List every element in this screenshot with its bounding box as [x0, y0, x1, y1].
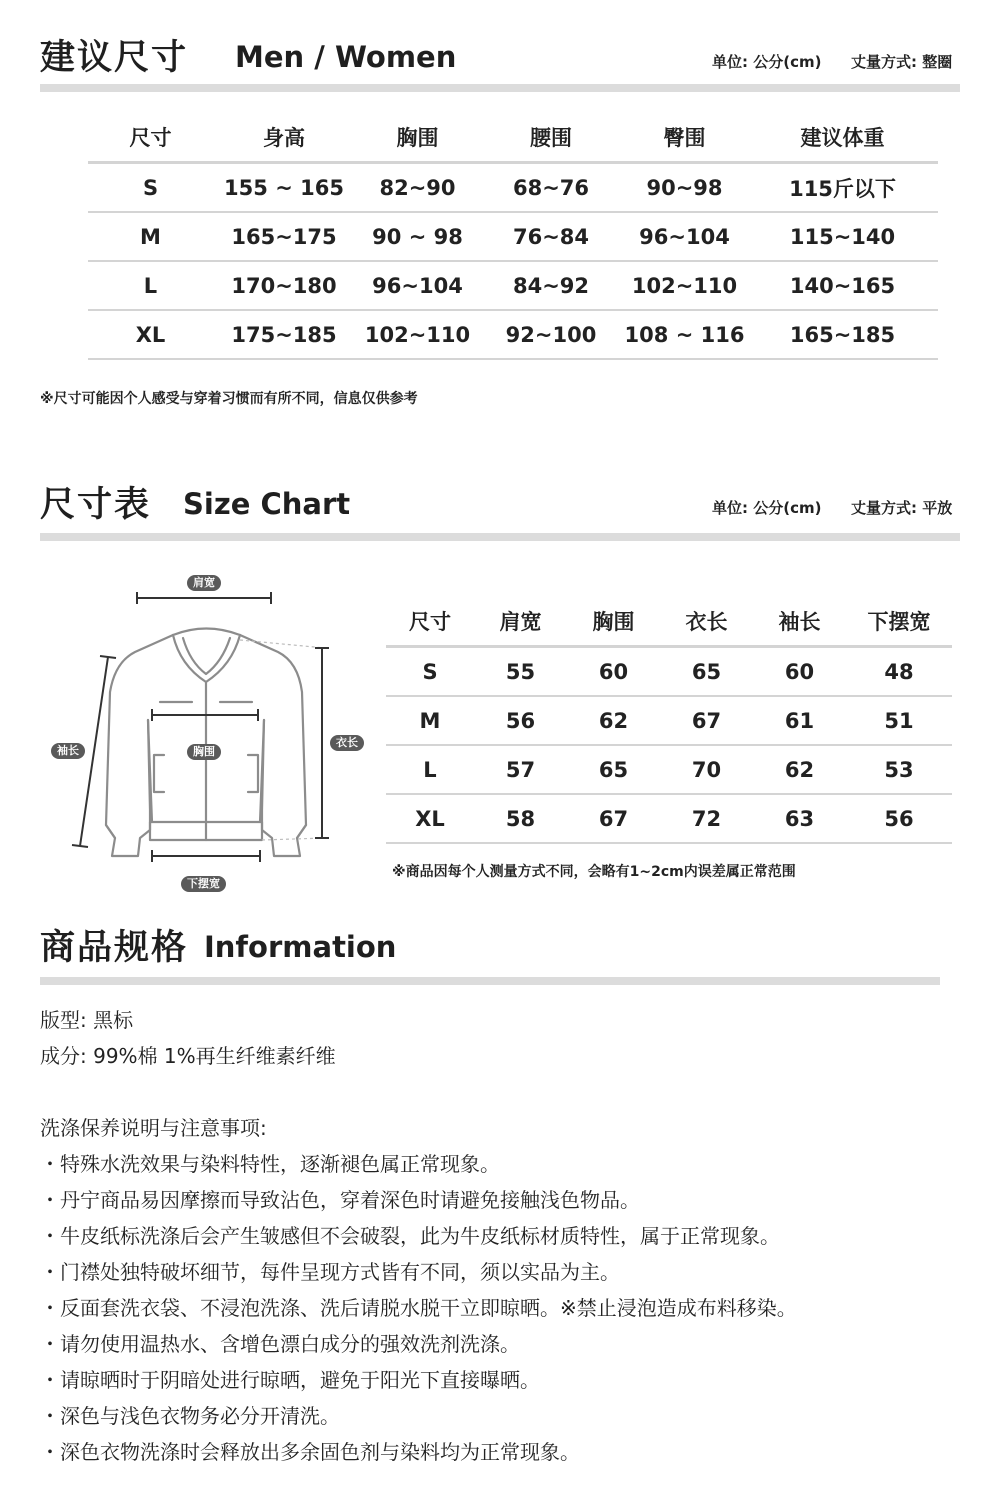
table-row	[386, 696, 952, 745]
size-cell: XL	[88, 310, 213, 359]
care-item: ・深色与浅色衣物务必分开清洗。	[40, 1404, 340, 1428]
shoulder-width-label: 肩宽	[187, 575, 221, 591]
size-cell: S	[88, 163, 213, 213]
value-cell: 155 ~ 165	[213, 163, 355, 213]
value-cell: 96~104	[355, 261, 480, 310]
section3-title-en: Information	[204, 930, 397, 964]
value-cell: 72	[660, 794, 753, 843]
section2-title-zh: 尺寸表	[40, 485, 152, 525]
value-cell: 65	[660, 647, 753, 697]
section2-title-en: Size Chart	[183, 487, 351, 521]
table-row	[88, 261, 938, 310]
value-cell: 92~100	[480, 310, 622, 359]
table-row	[88, 163, 938, 213]
column-header: 胸围	[567, 597, 660, 647]
value-cell: 115斤以下	[747, 163, 938, 213]
value-cell: 108 ~ 116	[622, 310, 747, 359]
size-chart-table	[386, 597, 952, 844]
hem-width-label: 下摆宽	[181, 876, 226, 892]
column-header: 腰围	[480, 113, 622, 163]
value-cell: 65	[567, 745, 660, 794]
section3-title-zh: 商品规格	[40, 928, 189, 968]
care-item: ・深色衣物洗涤时会释放出多余固色剂与染料均为正常现象。	[40, 1440, 580, 1464]
composition-info: 成分: 99%棉 1%再生纤维素纤维	[40, 1044, 336, 1068]
column-header: 尺寸	[88, 113, 213, 163]
value-cell: 62	[753, 745, 846, 794]
column-header: 臀围	[622, 113, 747, 163]
care-item: ・丹宁商品易因摩擦而导致沾色，穿着深色时请避免接触浅色物品。	[40, 1188, 640, 1212]
value-cell: 55	[474, 647, 567, 697]
care-item: ・牛皮纸标洗涤后会产生皱感但不会破裂，此为牛皮纸标材质特性，属于正常现象。	[40, 1224, 780, 1248]
value-cell: 70	[660, 745, 753, 794]
section2-unit: 单位: 公分(cm)	[712, 499, 822, 517]
recommended-size-table	[88, 113, 938, 360]
care-item: ・请勿使用温热水、含增色漂白成分的强效洗剂洗涤。	[40, 1332, 520, 1356]
value-cell: 165~175	[213, 212, 355, 261]
value-cell: 67	[567, 794, 660, 843]
table-row	[386, 794, 952, 843]
table-row	[386, 745, 952, 794]
column-header: 尺寸	[386, 597, 474, 647]
value-cell: 58	[474, 794, 567, 843]
size-cell: M	[386, 696, 474, 745]
table-row	[88, 212, 938, 261]
care-title: 洗涤保养说明与注意事项:	[40, 1116, 267, 1140]
guide-dashes	[240, 640, 325, 840]
value-cell: 90 ~ 98	[355, 212, 480, 261]
size-cell: XL	[386, 794, 474, 843]
column-header: 下摆宽	[846, 597, 952, 647]
value-cell: 170~180	[213, 261, 355, 310]
value-cell: 63	[753, 794, 846, 843]
size-cell: M	[88, 212, 213, 261]
value-cell: 51	[846, 696, 952, 745]
value-cell: 60	[567, 647, 660, 697]
section1-method: 丈量方式: 整圈	[851, 53, 953, 71]
value-cell: 82~90	[355, 163, 480, 213]
column-header: 衣长	[660, 597, 753, 647]
value-cell: 175~185	[213, 310, 355, 359]
section1-divider	[40, 84, 960, 92]
table-header-row	[386, 597, 952, 647]
value-cell: 56	[846, 794, 952, 843]
section1-title-zh: 建议尺寸	[40, 38, 189, 78]
fit-info: 版型: 黑标	[40, 1008, 134, 1032]
care-item: ・特殊水洗效果与染料特性，逐渐褪色属正常现象。	[40, 1152, 500, 1176]
value-cell: 62	[567, 696, 660, 745]
size-cell: L	[88, 261, 213, 310]
value-cell: 57	[474, 745, 567, 794]
column-header: 身高	[213, 113, 355, 163]
column-header: 肩宽	[474, 597, 567, 647]
section1-unit: 单位: 公分(cm)	[712, 53, 822, 71]
value-cell: 60	[753, 647, 846, 697]
section1-title-en: Men / Women	[235, 40, 457, 74]
jacket-outline	[106, 629, 306, 857]
value-cell: 56	[474, 696, 567, 745]
value-cell: 140~165	[747, 261, 938, 310]
value-cell: 84~92	[480, 261, 622, 310]
value-cell: 90~98	[622, 163, 747, 213]
column-header: 袖长	[753, 597, 846, 647]
value-cell: 102~110	[622, 261, 747, 310]
section2-note: ※商品因每个人测量方式不同，会略有1~2cm内误差属正常范围	[392, 864, 796, 880]
value-cell: 48	[846, 647, 952, 697]
value-cell: 76~84	[480, 212, 622, 261]
chest-label: 胸围	[187, 744, 221, 760]
sleeve-length-label: 袖长	[51, 743, 85, 759]
care-item: ・反面套洗衣袋、不浸泡洗涤、洗后请脱水脱干立即晾晒。※禁止浸泡造成布料移染。	[40, 1296, 797, 1320]
body-length-label: 衣长	[330, 735, 364, 751]
value-cell: 67	[660, 696, 753, 745]
column-header: 建议体重	[747, 113, 938, 163]
value-cell: 165~185	[747, 310, 938, 359]
care-item: ・门襟处独特破坏细节，每件呈现方式皆有不同，须以实品为主。	[40, 1260, 620, 1284]
section2-method: 丈量方式: 平放	[851, 499, 953, 517]
value-cell: 96~104	[622, 212, 747, 261]
table-row	[88, 310, 938, 359]
section1-note: ※尺寸可能因个人感受与穿着习惯而有所不同，信息仅供参考	[40, 391, 418, 407]
table-row	[386, 647, 952, 697]
section3-divider	[40, 977, 940, 985]
jacket-measurement-diagram	[40, 570, 380, 900]
section2-divider	[40, 533, 960, 541]
care-item: ・请晾晒时于阴暗处进行晾晒，避免于阳光下直接曝晒。	[40, 1368, 540, 1392]
value-cell: 53	[846, 745, 952, 794]
size-cell: L	[386, 745, 474, 794]
value-cell: 61	[753, 696, 846, 745]
value-cell: 102~110	[355, 310, 480, 359]
column-header: 胸围	[355, 113, 480, 163]
value-cell: 68~76	[480, 163, 622, 213]
size-cell: S	[386, 647, 474, 697]
table-header-row	[88, 113, 938, 163]
value-cell: 115~140	[747, 212, 938, 261]
